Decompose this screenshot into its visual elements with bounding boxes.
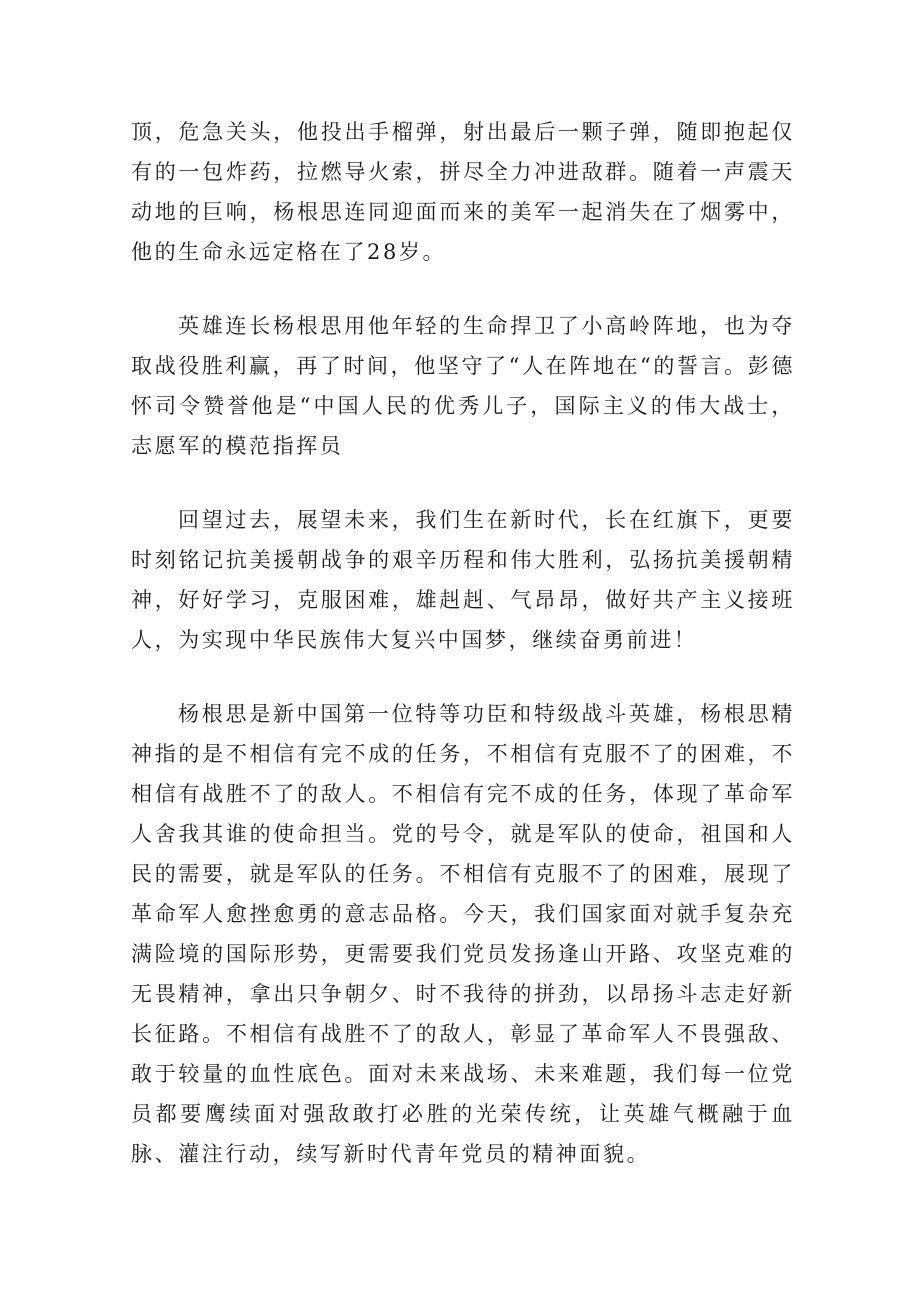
paragraph-looking-forward: 回望过去，展望未来，我们生在新时代，长在红旗下，更要时刻铭记抗美援朝战争的艰辛历程和伟大胜利，弘扬抗美援朝精神，好好学习，克服困难，雄赳赳、气昂昂，做好共产主义接班人，为实现中华民族伟大复兴中国梦，继续奋勇前进！: [131, 508, 795, 652]
paragraph-hero-commander: 英雄连长杨根思用他年轻的生命捍卫了小高岭阵地，也为夺取战役胜利赢，再了时间，他坚守了“人在阵地在“的誓言。彭德怀司令赞誉他是“中国人民的优秀儿子，国际主义的伟大战士，志愿军的模范指挥员: [131, 314, 795, 458]
document-body: [131, 112, 795, 1208]
paragraph-yang-gensi-spirit: 杨根思是新中国第一位特等功臣和特级战斗英雄，杨根思精神指的是不相信有完不成的任务，不相信有克服不了的困难，不相信有战胜不了的敌人。不相信有完不成的任务，体现了革命军人舍我其谁的使命担当。党的号令，就是军队的使命，祖国和人民的需要，就是军队的任务。不相信有克服不了的困难，展现了革命军人愈挫愈勇的意志品格。今天，我们国家面对就手复杂充满险境的国际形势，更需要我们党员发扬逢山开路、攻坚克难的无畏精神，拿出只争朝夕、时不我待的拼劲，以昂扬斗志走好新长征路。不相信有战胜不了的敌人，彰显了革命军人不畏强敌、敢于较量的血性底色。面对未来战场、未来难题，我们每一位党员都要鹰续面对强敌敢打必胜的光荣传统，让英雄气概融于血脉、灌注行动，续写新时代青年党员的精神面貌。: [131, 702, 795, 1166]
paragraph-continuation: 顶，危急关头，他投出手榴弹，射出最后一颗子弹，随即抱起仅有的一包炸药，拉燃导火索，拼尽全力冲进敌群。随着一声震天动地的巨响，杨根思连同迎面而来的美军一起消失在了烟雾中，他的生命永远定格在了28岁。: [131, 120, 795, 264]
